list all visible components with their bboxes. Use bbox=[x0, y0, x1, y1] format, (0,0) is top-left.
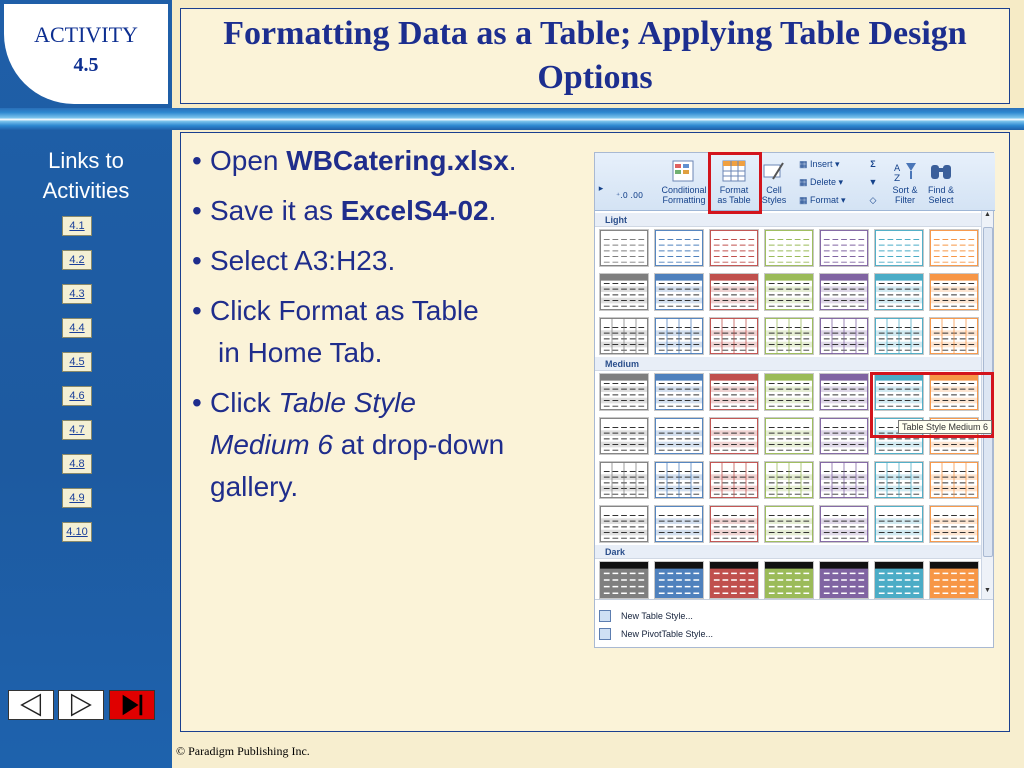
table-style-swatch[interactable] bbox=[929, 505, 979, 543]
conditional-formatting-icon bbox=[671, 159, 697, 183]
links-heading-line1: Links to bbox=[48, 148, 124, 173]
table-style-swatch[interactable] bbox=[874, 561, 924, 599]
cell-styles-button[interactable] bbox=[759, 159, 789, 205]
find-label: Find & bbox=[927, 185, 954, 195]
autosum-icon: Σ bbox=[870, 159, 876, 169]
fill-icon[interactable]: ▼ bbox=[868, 177, 878, 187]
bullet-text: gallery. bbox=[210, 471, 299, 502]
table-style-swatch[interactable] bbox=[764, 461, 814, 499]
sort-label: Filter bbox=[895, 195, 915, 205]
links-heading bbox=[0, 146, 172, 206]
activity-link[interactable]: 4.8 bbox=[62, 454, 92, 474]
section-dark: Dark bbox=[595, 545, 981, 559]
bullet-text: . bbox=[488, 195, 497, 226]
divider-stripe bbox=[0, 108, 1024, 130]
menu-label: New PivotTable Style... bbox=[621, 629, 714, 639]
instruction-list bbox=[190, 140, 590, 516]
table-style-swatch[interactable] bbox=[654, 229, 704, 267]
list-item bbox=[190, 240, 590, 282]
forward-button[interactable] bbox=[58, 690, 104, 720]
table-style-swatch[interactable] bbox=[709, 229, 759, 267]
bullet-text: Select A3:H23. bbox=[210, 245, 396, 276]
svg-text:A: A bbox=[894, 164, 901, 174]
section-medium: Medium bbox=[595, 357, 981, 371]
filename: WBCatering.xlsx bbox=[286, 145, 509, 176]
table-style-swatch[interactable] bbox=[764, 505, 814, 543]
table-style-swatch[interactable] bbox=[654, 505, 704, 543]
sort-filter-button[interactable] bbox=[887, 159, 923, 205]
copyright: © Paradigm Publishing Inc. bbox=[176, 744, 310, 758]
table-style-swatch[interactable] bbox=[764, 317, 814, 355]
table-style-swatch[interactable] bbox=[929, 229, 979, 267]
end-arrow-icon bbox=[110, 691, 154, 719]
style-name: Medium 6 bbox=[210, 429, 333, 460]
sort-filter-icon bbox=[892, 159, 918, 183]
list-item bbox=[190, 290, 590, 374]
autosum-button[interactable] bbox=[863, 159, 883, 169]
activity-link[interactable]: 4.6 bbox=[62, 386, 92, 406]
table-style-swatch[interactable] bbox=[819, 561, 869, 599]
table-style-swatch[interactable] bbox=[874, 461, 924, 499]
activity-label: ACTIVITY bbox=[34, 22, 138, 47]
table-style-swatch[interactable] bbox=[819, 505, 869, 543]
style-name: Table Style bbox=[278, 387, 416, 418]
delete-icon: ▦ bbox=[799, 177, 811, 187]
menu-label: New Table Style... bbox=[621, 611, 693, 621]
style-tooltip: Table Style Medium 6 bbox=[898, 420, 992, 434]
format-table-label: as Table bbox=[717, 195, 751, 205]
pivot-table-icon bbox=[599, 628, 611, 640]
bullet-text: Click Format as Table bbox=[210, 295, 479, 326]
delete-button[interactable]: ▦ Delete ▾ bbox=[799, 177, 844, 187]
ribbon-arrow-icon[interactable]: ▸ bbox=[598, 183, 604, 193]
table-style-swatch[interactable] bbox=[709, 273, 759, 311]
table-style-swatch[interactable] bbox=[654, 461, 704, 499]
table-style-swatch[interactable] bbox=[599, 505, 649, 543]
table-style-swatch[interactable] bbox=[819, 273, 869, 311]
conditional-formatting-button[interactable] bbox=[655, 159, 713, 205]
table-style-swatch[interactable] bbox=[709, 373, 759, 411]
table-style-swatch[interactable] bbox=[764, 273, 814, 311]
table-style-swatch[interactable] bbox=[929, 273, 979, 311]
triangle-right-icon bbox=[59, 691, 103, 719]
ribbon bbox=[595, 153, 995, 211]
cell-styles-label: Styles bbox=[761, 195, 787, 205]
delete-label: Delete bbox=[810, 177, 837, 187]
table-style-swatch[interactable] bbox=[599, 317, 649, 355]
table-style-swatch[interactable] bbox=[764, 561, 814, 599]
decimal-icon[interactable] bbox=[613, 187, 645, 203]
table-style-swatch[interactable] bbox=[819, 317, 869, 355]
format-button[interactable]: ▦ Format ▾ bbox=[799, 195, 846, 205]
table-style-swatch[interactable] bbox=[819, 229, 869, 267]
format-as-table-highlight bbox=[708, 152, 762, 214]
table-style-swatch[interactable] bbox=[764, 229, 814, 267]
activity-link[interactable]: 4.2 bbox=[62, 250, 92, 270]
format-table-label: Format bbox=[719, 185, 749, 195]
filename: ExcelS4-02 bbox=[340, 195, 489, 226]
table-style-swatch[interactable] bbox=[929, 317, 979, 355]
activity-link[interactable]: 4.4 bbox=[62, 318, 92, 338]
bullet-text: Open bbox=[210, 145, 287, 176]
bullet-text: in Home Tab. bbox=[218, 337, 383, 368]
table-style-swatch[interactable] bbox=[819, 417, 869, 455]
table-style-swatch[interactable] bbox=[874, 229, 924, 267]
activity-link[interactable]: 4.9 bbox=[62, 488, 92, 508]
clear-icon[interactable]: ◇ bbox=[869, 195, 877, 205]
table-style-swatch[interactable] bbox=[654, 417, 704, 455]
activity-number: 4.5 bbox=[73, 54, 99, 76]
gallery-menu bbox=[595, 599, 993, 647]
cell-styles-icon bbox=[761, 159, 787, 183]
svg-text:Z: Z bbox=[894, 174, 901, 183]
table-style-swatch[interactable] bbox=[709, 461, 759, 499]
sort-label: Sort & bbox=[892, 185, 918, 195]
conditional-label: Conditional bbox=[661, 185, 707, 195]
bullet-text: Click bbox=[210, 387, 279, 418]
table-style-swatch[interactable] bbox=[929, 561, 979, 599]
page-title: Formatting Data as a Table; Applying Table Design Options bbox=[180, 8, 1010, 104]
table-style-swatch[interactable] bbox=[819, 461, 869, 499]
cell-styles-label: Cell bbox=[766, 185, 782, 195]
binoculars-icon bbox=[928, 159, 954, 183]
table-style-swatch[interactable] bbox=[874, 273, 924, 311]
links-heading-line2: Activities bbox=[42, 178, 130, 203]
new-pivot-style-item[interactable] bbox=[599, 626, 713, 642]
table-style-swatch[interactable] bbox=[599, 229, 649, 267]
list-item bbox=[190, 140, 590, 182]
table-style-swatch[interactable] bbox=[764, 373, 814, 411]
insert-button[interactable]: ▦ Insert ▾ bbox=[799, 159, 840, 169]
activity-link[interactable]: 4.5 bbox=[62, 352, 92, 372]
insert-label: Insert bbox=[810, 159, 833, 169]
new-table-style-item[interactable] bbox=[599, 608, 693, 624]
list-item bbox=[190, 382, 590, 508]
table-style-swatch[interactable] bbox=[764, 417, 814, 455]
insert-icon: ▦ bbox=[799, 159, 811, 169]
activity-link[interactable]: 4.7 bbox=[62, 420, 92, 440]
table-style-swatch[interactable] bbox=[654, 317, 704, 355]
list-item bbox=[190, 190, 590, 232]
section-light: Light bbox=[595, 213, 981, 227]
bullet-text: Save it as bbox=[210, 195, 341, 226]
activity-link[interactable]: 4.10 bbox=[62, 522, 92, 542]
table-style-swatch[interactable] bbox=[874, 505, 924, 543]
table-style-swatch[interactable] bbox=[599, 561, 649, 599]
table-style-swatch[interactable] bbox=[709, 505, 759, 543]
table-style-swatch[interactable] bbox=[709, 317, 759, 355]
find-label: Select bbox=[928, 195, 954, 205]
table-style-swatch[interactable] bbox=[599, 461, 649, 499]
table-style-swatch[interactable] bbox=[874, 317, 924, 355]
format-icon: ▦ bbox=[799, 195, 811, 205]
bullet-text: . bbox=[508, 145, 517, 176]
activity-link[interactable]: 4.3 bbox=[62, 284, 92, 304]
table-style-swatch[interactable] bbox=[654, 561, 704, 599]
table-style-swatch[interactable] bbox=[654, 273, 704, 311]
table-style-swatch[interactable] bbox=[709, 417, 759, 455]
table-style-swatch[interactable] bbox=[929, 461, 979, 499]
back-button[interactable] bbox=[8, 690, 54, 720]
activity-link[interactable]: 4.1 bbox=[62, 216, 92, 236]
svg-text:⁺.0 .00: ⁺.0 .00 bbox=[616, 191, 644, 200]
table-style-swatch[interactable] bbox=[599, 373, 649, 411]
find-select-button[interactable] bbox=[923, 159, 959, 205]
table-style-swatch[interactable] bbox=[654, 373, 704, 411]
format-label: Format bbox=[810, 195, 839, 205]
table-style-swatch[interactable] bbox=[819, 373, 869, 411]
conditional-label: Formatting bbox=[662, 195, 706, 205]
triangle-left-icon bbox=[9, 691, 53, 719]
bullet-text: at drop-down bbox=[332, 429, 505, 460]
table-style-swatch[interactable] bbox=[599, 273, 649, 311]
table-style-swatch[interactable] bbox=[709, 561, 759, 599]
table-style-swatch[interactable] bbox=[599, 417, 649, 455]
scroll-down-icon[interactable]: ▼ bbox=[984, 587, 991, 594]
scroll-up-icon[interactable]: ▲ bbox=[984, 211, 991, 218]
table-icon bbox=[599, 610, 611, 622]
end-button[interactable] bbox=[109, 690, 155, 720]
